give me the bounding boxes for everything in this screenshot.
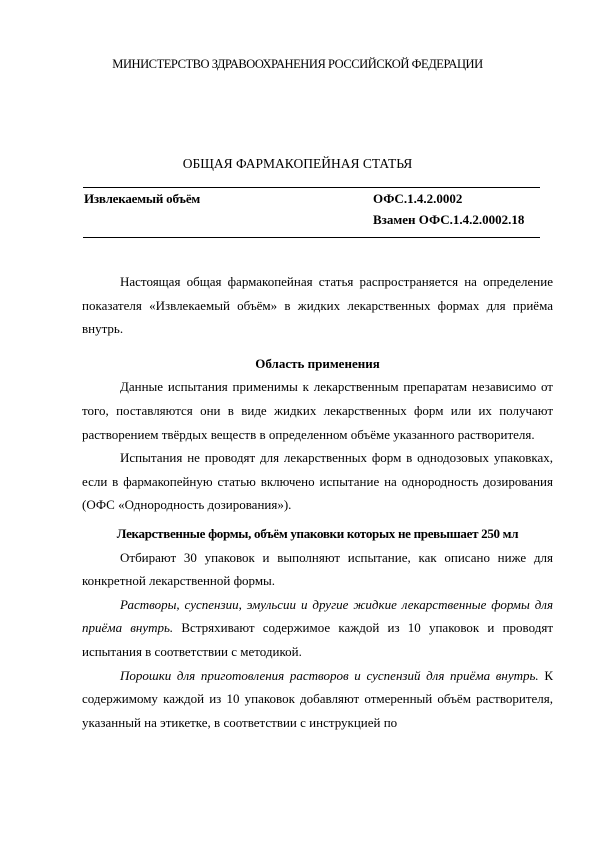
section-paragraph-powders bbox=[82, 664, 553, 735]
liquids-text: Встряхивают содержимое каждой из 10 упаковок и проводят испытания в соответствии с методикой. bbox=[82, 620, 553, 659]
header-rule-top bbox=[83, 187, 540, 188]
intro-paragraph: Настоящая общая фармакопейная статья распространяется на определение показателя «Извлекаемый объём» в жидких лекарственных формах для приёма внутрь. bbox=[82, 274, 553, 337]
powders-text: К содержимому каждой из 10 упаковок добавляют отмеренный объём растворителя, указанный на этикетке, в соответствии с инструкцией по bbox=[82, 667, 554, 730]
powders-italic-lead: Порошки для приготовления растворов и суспензий для приёма внутрь. bbox=[120, 667, 539, 683]
article-replaces: Взамен ОФС.1.4.2.0002.18 bbox=[373, 212, 525, 227]
section-paragraph-1: Отбирают 30 упаковок и выполняют испытание, как описано ниже для конкретной лекарственной формы. bbox=[82, 549, 553, 589]
section-heading-small-volume: Лекарственные формы, объём упаковки которых не превышает 250 мл bbox=[116, 525, 519, 541]
article-code: ОФС.1.4.2.0002 bbox=[373, 191, 463, 206]
header-rule-bottom bbox=[83, 237, 540, 238]
article-name: Извлекаемый объём bbox=[84, 191, 201, 206]
document-type-title: ОБЩАЯ ФАРМАКОПЕЙНАЯ СТАТЬЯ bbox=[182, 156, 413, 171]
scope-heading: Область применения bbox=[255, 355, 380, 371]
article-body bbox=[82, 270, 553, 734]
scope-paragraph-1: Данные испытания применимы к лекарственным препаратам независимо от того, поставляются они в виде жидких лекарственных форм или их получают растворением твёрдых веществ в определенном объёме указанного растворителя. bbox=[82, 379, 553, 442]
scope-paragraph-2: Испытания не проводят для лекарственных форм в однодозовых упаковках, если в фармакопейную статью включено испытание на однородность дозирования (ОФС «Однородность дозирования»). bbox=[82, 450, 553, 513]
ministry-title: МИНИСТЕРСТВО ЗДРАВООХРАНЕНИЯ РОССИЙСКОЙ ФЕДЕРАЦИИ bbox=[112, 57, 483, 71]
liquids-italic-lead: Растворы, суспензии, эмульсии и другие жидкие лекарственные формы для приёма внутрь. bbox=[82, 596, 553, 636]
section-paragraph-liquids bbox=[82, 593, 553, 664]
